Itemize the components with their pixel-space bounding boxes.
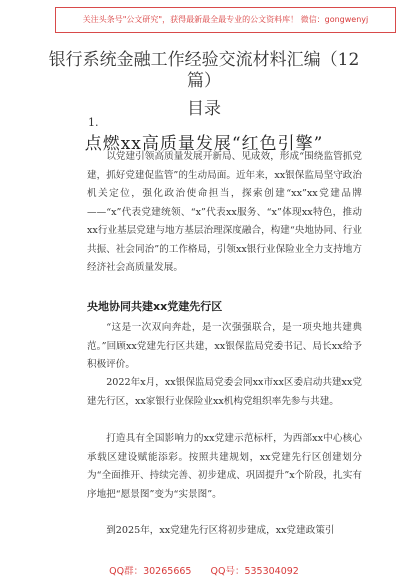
paragraph-quote: “这是一次双向奔赴，是一次强强联合，是一项央地共建典范。”回顾xx党建先行区共建，xx银保监局党委书记、局长xx给予积极评价。 <box>87 322 362 370</box>
document-title: 银行系统金融工作经验交流材料汇编（12篇） <box>48 50 360 91</box>
subheading: 央地协同共建xx党建先行区 <box>87 300 223 313</box>
section-title: 点燃xx高质量发展“红色引擎” <box>84 134 324 154</box>
toc-item-number: 1. <box>88 116 99 129</box>
paragraph-plan: 打造具有全国影响力的xx党建示范标杆，为西部xx中心核心承载区建设赋能添彩。按照共建规划，xx党建先行区创建划分为“全面推开、持续完善、初步建成、巩固提升”x个阶段，扎实有序地把“愿景图”变为“实景图”。 <box>87 433 362 500</box>
footer-qq-number: QQ号：535304092 <box>210 566 299 577</box>
paragraph-intro: 以党建引领高质量发展开新局、见成效，形成“围绕监管抓党建，抓好党建促监管”的生动局面。近年来，xx银保监局坚守政治机关定位，强化政治使命担当，探索创建“xx”xx党建品牌——“x”代表党建统领、“x”代表xx服务、“x”体现xx特色，推动xx行业基层党建与地方基层治理深度融合，构建“央地协同、行业共振、社会同治”的工作格局，引领xx银行业保险业全力支持地方经济社会高质量发展。 <box>87 151 362 273</box>
footer-qq-group: QQ群：30265665 <box>109 566 192 577</box>
footer-contacts <box>0 563 408 577</box>
promo-banner: 关注头条号"公文研究"，获得最新最全最专业的公文资料库！ 微信：gongwenyj <box>55 7 396 33</box>
paragraph-2025: 到2025年，xx党建先行区将初步建成，xx党建政策引 <box>106 525 335 536</box>
toc-heading: 目录 <box>187 99 221 119</box>
paragraph-date: 2022年x月，xx银保监局党委会同xx市xx区委启动共建xx党建先行区，xx家银行业保险业xx机构党组织率先参与共建。 <box>87 377 362 407</box>
